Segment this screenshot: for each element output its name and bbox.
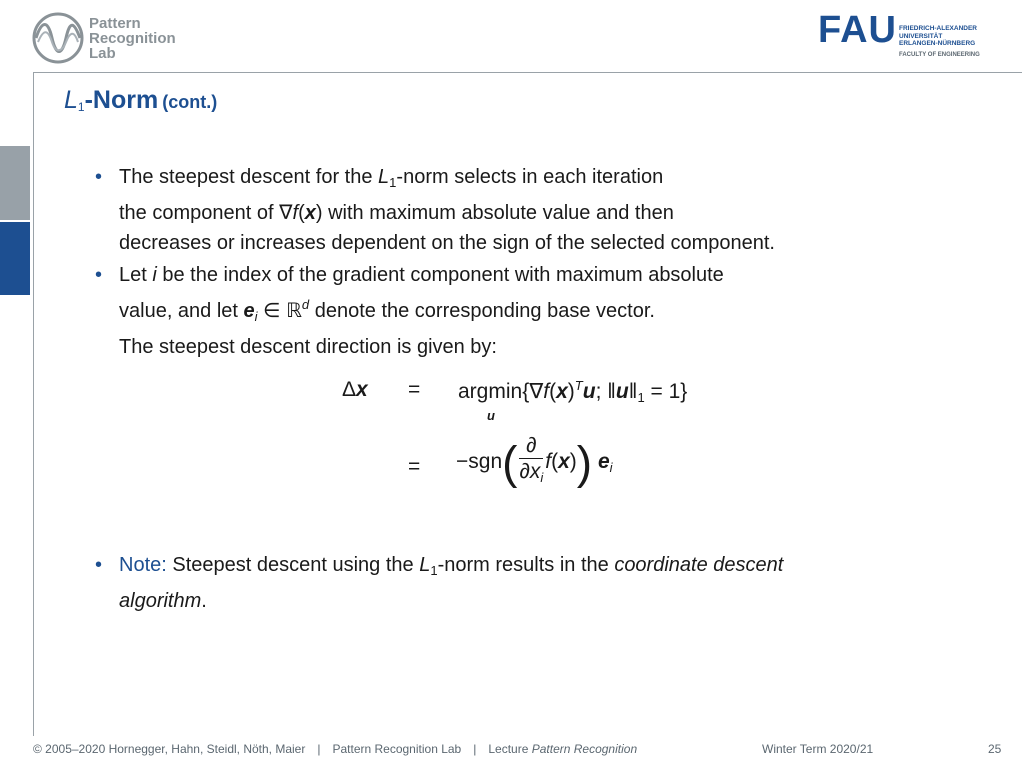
math-x: x: [529, 460, 541, 483]
math-x: x: [558, 450, 570, 474]
title-subscript: 1: [77, 100, 85, 114]
side-accent-gray: [0, 146, 30, 220]
text: .: [201, 590, 207, 612]
math-x: x: [304, 202, 316, 224]
note-label: Note:: [119, 554, 167, 576]
text: The steepest descent for the: [119, 166, 379, 188]
math-text: ; ‖: [595, 380, 616, 403]
slide-title: [64, 86, 217, 115]
text-italic: algorithm: [119, 590, 202, 612]
equation-rhs-1: $argmin\{\nabla f(x)^Tu$; $‖u‖_1 = 1$}: [458, 378, 688, 405]
math-sub: i: [254, 309, 258, 324]
math-paren: (: [502, 436, 518, 489]
lab-logo-icon: [32, 12, 84, 64]
equation-line-1: [342, 378, 368, 402]
footer-separator: |: [317, 742, 321, 756]
bullet-2: [95, 260, 915, 362]
side-accent-blue: [0, 222, 30, 295]
math-text: {∇: [522, 380, 544, 403]
text: denote the corresponding base vector.: [309, 300, 655, 322]
fau-name-line3: ERLANGEN-NÜRNBERG: [899, 40, 976, 47]
bullet-3-line-1: [119, 550, 915, 586]
math-x: x: [356, 378, 368, 401]
footer-copyright: © 2005–2020 Hornegger, Hahn, Steidl, Nöth, Maier: [33, 742, 306, 756]
math-paren: ): [576, 436, 593, 489]
bullet-dot: •: [95, 264, 103, 286]
math-f: f: [545, 450, 552, 474]
bullet-3-line-2: [119, 586, 915, 616]
math-f: f: [292, 202, 299, 224]
math-sup-T: T: [574, 378, 583, 393]
bullet-dot: •: [95, 554, 103, 576]
math-in-R: ∈ ℝ: [257, 300, 302, 322]
fau-faculty: FACULTY OF ENGINEERING: [899, 52, 980, 58]
text-italic: coordinate descent: [614, 554, 784, 576]
bullet-dot: •: [95, 166, 103, 188]
math-delta: Δ: [342, 378, 357, 401]
footer-lecture-name: Pattern Recognition: [531, 742, 638, 756]
equation-equals-2: =: [408, 455, 421, 478]
bullet-2-line-1: [119, 260, 915, 290]
lab-logo-line2: Recognition: [89, 30, 176, 47]
math-L: L: [378, 166, 390, 188]
equation-equals-1: =: [408, 378, 421, 401]
math-sgn: −sgn: [456, 450, 503, 474]
text: the component of: [119, 202, 280, 224]
footer-lecture-prefix: Lecture: [488, 742, 532, 756]
math-sup-d: d: [301, 297, 310, 312]
text: be the index of the gradient component with maximum absolute: [156, 264, 724, 286]
title-L: L: [64, 86, 78, 114]
text: with maximum absolute value and then: [322, 202, 674, 224]
equation-rhs-2: −sgn( $\frac{\partial}{\partial x_i}$ f(x)) $e_i$: [456, 434, 613, 491]
bullet-2-line-2: [119, 290, 915, 332]
title-main: -Norm: [84, 86, 159, 114]
title-cont: (cont.): [162, 92, 218, 112]
text: -norm results in the: [437, 554, 615, 576]
math-u: u: [615, 380, 629, 403]
bullet-1-line-2: the component of ∇f(x) with maximum absolute value and then: [119, 202, 674, 224]
math-e: e: [243, 300, 255, 322]
math-nabla: ∇: [279, 202, 293, 224]
bullet-1-line-1: [119, 162, 915, 198]
math-e: e: [597, 450, 610, 474]
pattern-recognition-lab-logo: [32, 12, 202, 68]
math-fraction: [519, 434, 543, 491]
bullet-2-line-3: The steepest descent direction is given by:: [119, 336, 497, 358]
text: Let: [119, 264, 153, 286]
fau-name-line2: UNIVERSITÄT: [899, 32, 943, 40]
math-sub: i: [609, 460, 613, 476]
math-argmin: argmin: [458, 380, 523, 403]
fau-name-line1: FRIEDRICH-ALEXANDER: [899, 25, 977, 32]
footer-lab: Pattern Recognition Lab: [332, 742, 462, 756]
math-sub: 1: [389, 175, 397, 190]
lab-logo-line3: Lab: [89, 45, 116, 62]
math-text: = 1}: [644, 380, 688, 403]
math-i: i: [152, 264, 157, 286]
text: Steepest descent using the: [166, 554, 420, 576]
footer: [33, 742, 637, 756]
fraction-denominator: [519, 459, 543, 491]
lab-logo-line1: Pattern: [89, 15, 141, 32]
footer-term: Winter Term 2020/21: [762, 742, 874, 756]
footer-separator: |: [473, 742, 477, 756]
math-sub: i: [540, 470, 544, 485]
math-sub: 1: [430, 563, 438, 578]
math-text: ‖: [628, 380, 638, 403]
page-number: 25: [988, 742, 1002, 756]
math-sub: 1: [637, 390, 645, 405]
math-L: L: [419, 554, 431, 576]
math-partial: ∂: [519, 460, 530, 483]
fau-mark: FAU: [818, 9, 897, 51]
math-x: x: [556, 380, 568, 403]
text: value, and let: [119, 300, 244, 322]
text: -norm selects in each iteration: [396, 166, 664, 188]
bullet-1-line-3: decreases or increases dependent on the sign of the selected component.: [119, 232, 775, 254]
bullet-3: [95, 550, 915, 616]
bullet-1: [95, 162, 915, 258]
fraction-numerator: ∂: [519, 434, 543, 459]
argmin-subscript: u: [487, 408, 495, 423]
math-f: f: [543, 380, 550, 403]
math-u: u: [582, 380, 596, 403]
fau-logo: [818, 9, 996, 62]
